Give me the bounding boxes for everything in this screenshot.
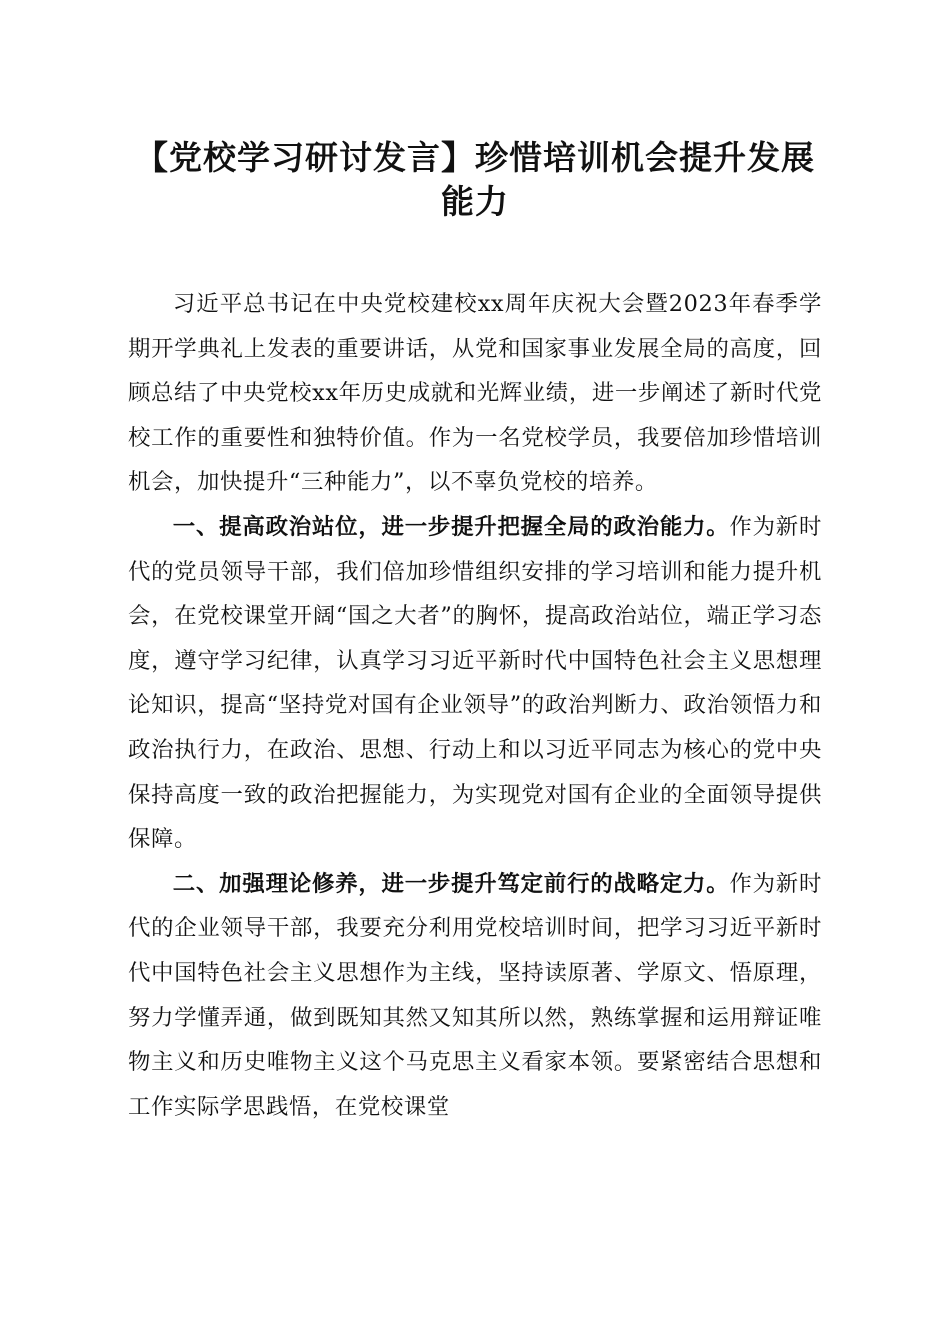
section-heading: 二、加强理论修养，进一步提升笃定前行的战略定力。 <box>172 870 730 897</box>
paragraph-text: 作为新时代的企业领导干部，我要充分利用党校培训时间，把学习习近平新时代中国特色社会主义思想作为主线，坚持读原著、学原文、悟原理，努力学懂弄通，做到既知其然又知其所以然，熟练掌握和运用辩证唯物主义和历史唯物主义这个马克思主义看家本领。要紧密结合思想和工作实际学思践悟，在党校课堂 <box>128 870 822 1120</box>
section-1-paragraph <box>128 505 822 862</box>
title-line-1: 【党校学习研讨发言】珍惜培训机会提升发展 <box>135 138 815 177</box>
paragraph-text: 作为新时代的党员领导干部，我们倍加珍惜组织安排的学习培训和能力提升机会，在党校课堂开阔“国之大者”的胸怀，提高政治站位，端正学习态度，遵守学习纪律，认真学习习近平新时代中国特色社会主义思想理论知识，提高“坚持党对国有企业领导”的政治判断力、政治领悟力和政治执行力，在政治、思想、行动上和以习近平同志为核心的党中央保持高度一致的政治把握能力，为实现党对国有企业的全面领导提供保障。 <box>128 513 822 853</box>
intro-paragraph <box>128 282 822 505</box>
section-2-paragraph <box>128 862 822 1130</box>
paragraph-text: 习近平总书记在中央党校建校xx周年庆祝大会暨2023年春季学期开学典礼上发表的重要讲话，从党和国家事业发展全局的高度，回顾总结了中央党校xx年历史成就和光辉业绩，进一步阐述了新时代党校工作的重要性和独特价值。作为一名党校学员，我要倍加珍惜培训机会，加快提升“三种能力”，以不辜负党校的培养。 <box>128 291 822 496</box>
document-title <box>128 136 822 224</box>
section-heading: 一、提高政治站位，进一步提升把握全局的政治能力。 <box>172 513 730 540</box>
title-line-2: 能力 <box>441 182 509 221</box>
